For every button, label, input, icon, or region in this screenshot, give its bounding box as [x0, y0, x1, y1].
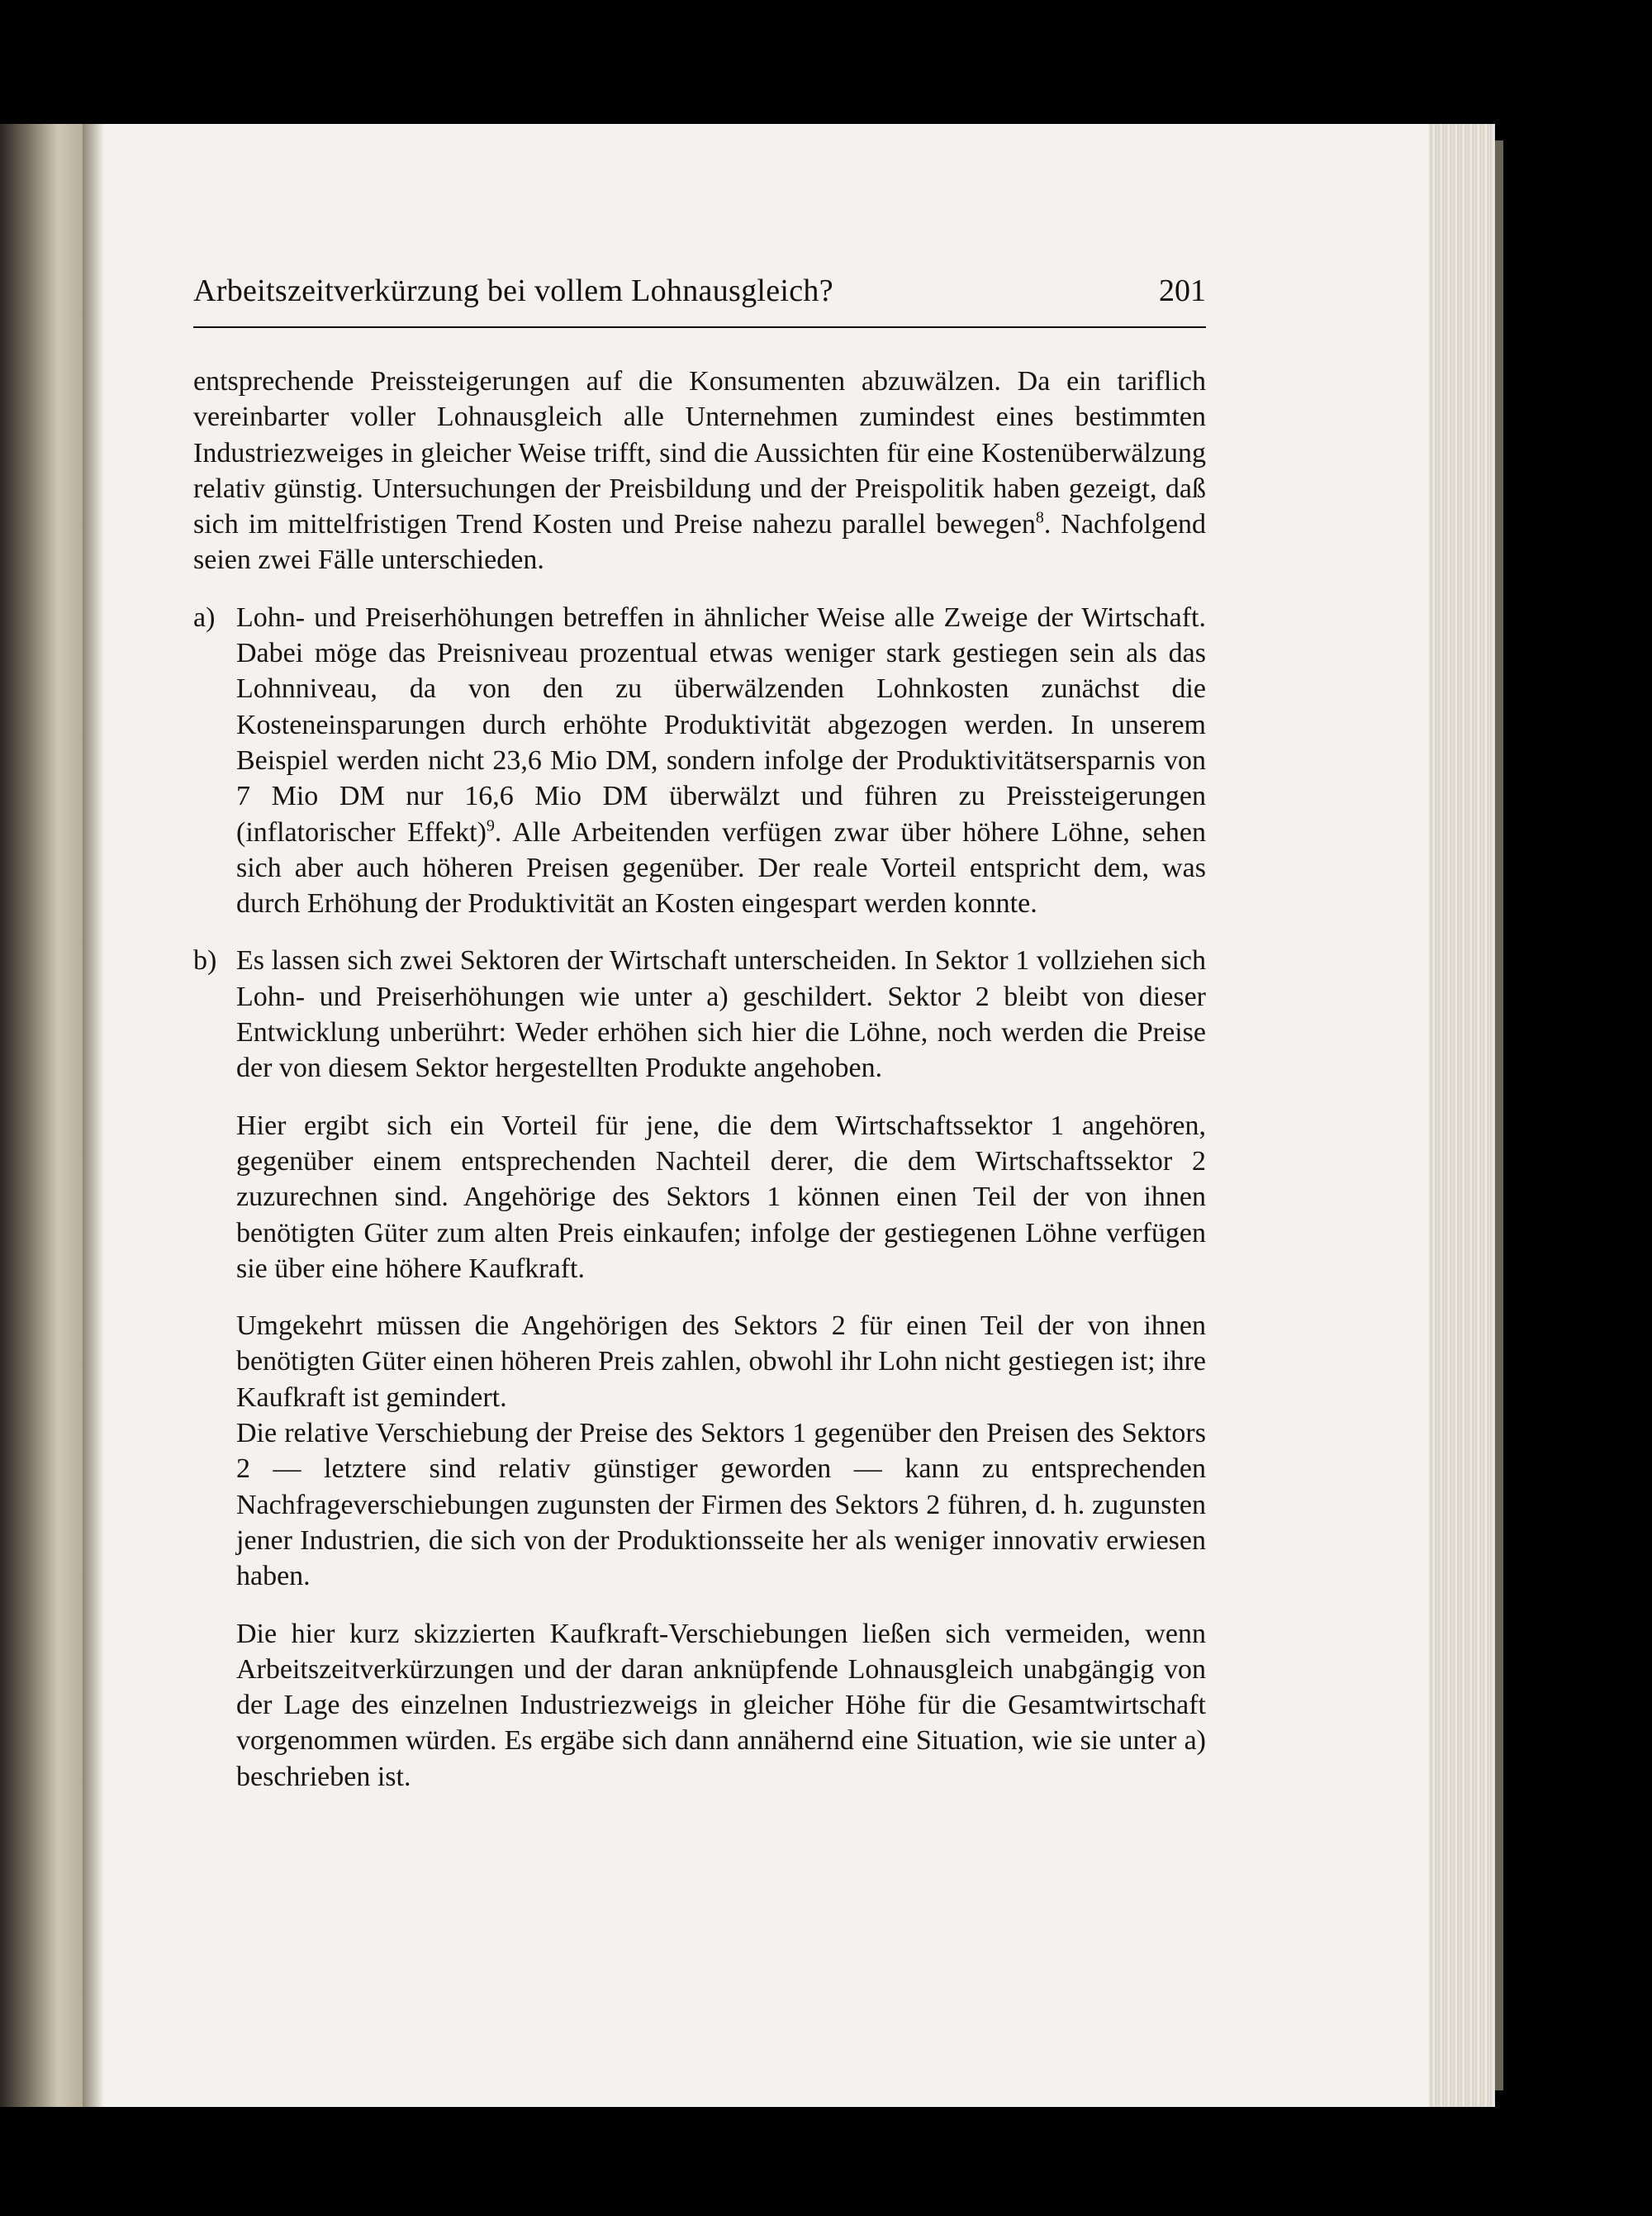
footnote-ref-8: 8: [1035, 508, 1044, 527]
facing-page-edge: [0, 124, 83, 2107]
footnote-ref-9: 9: [486, 816, 495, 835]
page-number: 201: [1159, 273, 1206, 308]
list-item-a-text: Lohn- und Preiserhöhungen betreffen in ähnlicher Weise alle Zweige der Wirtschaft. Dabei möge das Preisniveau prozentual etwas weniger stark gestiegen sein als das Lohnniveau, da von den zu überwälzenden Lohnkosten zunächst die Kosteneinsparungen durch erhöhte Produktivität abgezogen werden. In unserem Beispiel werden nicht 23,6 Mio DM, sondern infolge der Produktivitätsersparnis von 7 Mio DM nur 16,6 Mio DM überwälzt und führen zu Preissteigerungen (inflatorischer Effekt)$^9$. Alle Arbeitenden verfügen zwar über höhere Löhne, sehen sich aber auch höheren Preisen gegenüber. Der reale Vorteil entspricht dem, was durch Erhöhung der Produktivität an Kosten eingespart werden konnte.: [236, 602, 1206, 920]
paragraph-b5: Die hier kurz skizzierten Kaufkraft-Verschiebungen ließen sich vermeiden, wenn Arbeitszeitverkürzungen und der daran anknüpfende Lohnausgleich unabgängig von der Lage des einzelnen Industriezweigs in gleicher Höhe für die Gesamtwirtschaft vorgenommen würden. Es ergäbe sich dann annähernd eine Situation, wie sie unter a) beschrieben ist.: [236, 1618, 1206, 1792]
body-text: [193, 364, 1206, 1795]
paragraph-b2: Hier ergibt sich ein Vorteil für jene, die dem Wirtschaftssektor 1 angehören, gegenüber einem entsprechenden Nachteil derer, die dem Wirtschaftssektor 2 zuzurechnen sind. Angehörige des Sektors 1 können einen Teil der von ihnen benötigten Güter zum alten Preis einkaufen; infolge der gestiegenen Löhne verfügen sie über eine höhere Kaufkraft.: [236, 1110, 1206, 1284]
list-marker-b: b): [193, 945, 217, 977]
spine-shadow: [83, 124, 104, 2107]
page-block-edge: [1429, 124, 1495, 2107]
list-marker-a: a): [193, 602, 216, 633]
list-item-b: [193, 943, 1206, 1086]
list-item-a: [193, 600, 1206, 922]
paragraph-intro: entsprechende Preissteigerungen auf die Konsumenten abzuwälzen. Da ein tariflich vereinbarter voller Lohnausgleich alle Unternehmen zumindest eines bestimmten Industriezweiges in gleicher Weise trifft, sind die Aussichten für eine Kostenüberwälzung relativ günstig. Untersuchungen der Preisbildung und der Preispolitik haben gezeigt, daß sich im mittelfristigen Trend Kosten und Preise nahezu parallel bewegen$^8$. Nachfolgend seien zwei Fälle unterschieden.: [193, 366, 1206, 576]
running-head: Arbeitszeitverkürzung bei vollem Lohnausgleich?: [193, 273, 833, 308]
page-header: [193, 273, 1206, 322]
list-item-b-text: Es lassen sich zwei Sektoren der Wirtschaft unterscheiden. In Sektor 1 vollziehen sich Lohn- und Preiserhöhungen wie unter a) geschildert. Sektor 2 bleibt von dieser Entwicklung unberührt: Weder erhöhen sich hier die Löhne, noch werden die Preise der von diesem Sektor hergestellten Produkte angehoben.: [236, 945, 1206, 1084]
cover-edge: [1495, 140, 1503, 2090]
header-rule: [193, 326, 1206, 328]
paragraph-b4: Die relative Verschiebung der Preise des Sektors 1 gegenüber den Preisen des Sektors 2 — letztere sind relativ günstiger geworden — kann zu entsprechenden Nachfrageverschiebungen zugunsten der Firmen des Sektors 2 führen, d. h. zugunsten jener Industrien, die sich von der Produktionsseite her als weniger innovativ erwiesen haben.: [236, 1418, 1206, 1592]
paragraph-b3: Umgekehrt müssen die Angehörigen des Sektors 2 für einen Teil der von ihnen benötigten Güter einen höheren Preis zahlen, obwohl ihr Lohn nicht gestiegen ist; ihre Kaufkraft ist gemindert.: [236, 1310, 1206, 1413]
